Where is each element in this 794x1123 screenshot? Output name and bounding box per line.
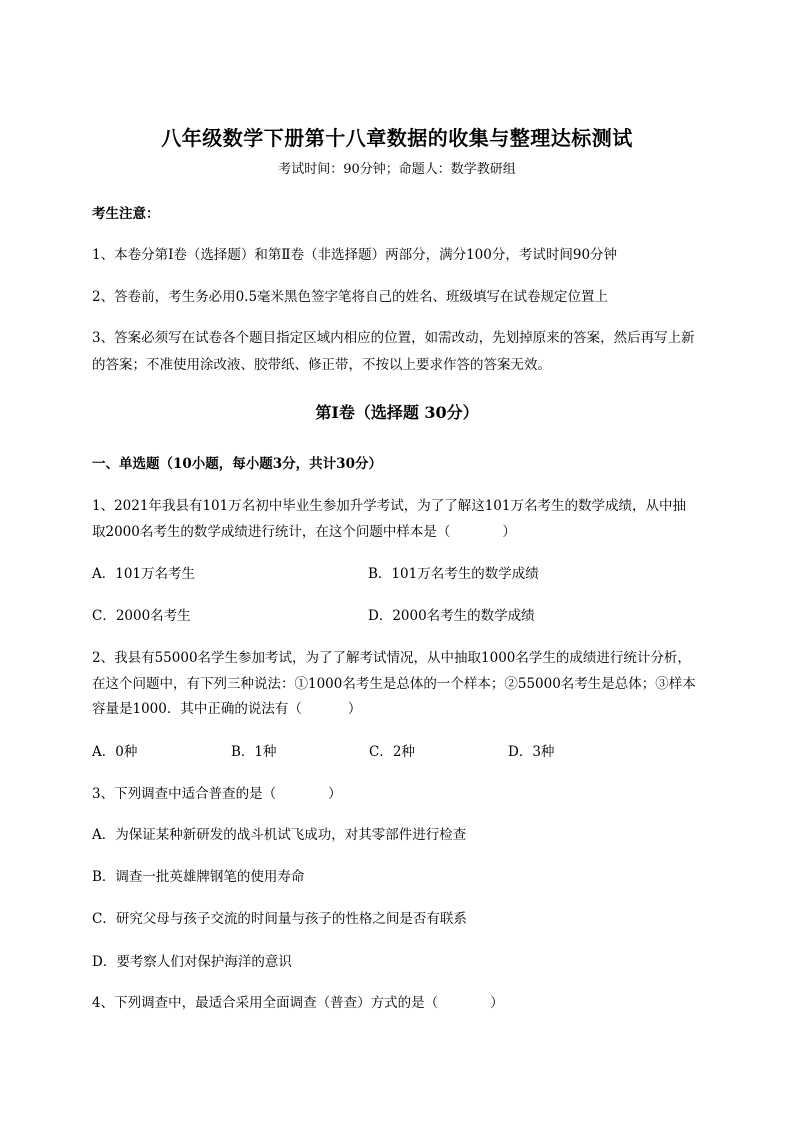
question-3-option-b: B．调查一批英雄牌钢笔的使用寿命 — [92, 869, 305, 885]
question-4-stem: 4、下列调查中，最适合采用全面调查（普查）方式的是（ — [92, 995, 439, 1011]
question-3-line-1 — [92, 782, 342, 802]
question-1-option-c: C．2000名考生 — [92, 608, 191, 624]
part-heading: 一、单选题（10小题，每小题3分，共计30分） — [92, 456, 382, 472]
note-item-3: 3、答案必须写在试卷各个题目指定区域内相应的位置，如需改动，先划掉原来的答案，然后再写上新 — [92, 330, 695, 346]
question-3-option-a: A．为保证某种新研发的战斗机试飞成功，对其零部件进行检查 — [92, 827, 467, 843]
note-item-2: 2、答卷前，考生务必用0.5毫米黑色签字笔将自己的姓名、班级填写在试卷规定位置上 — [92, 289, 609, 305]
question-2-option-a: A．0种 — [92, 744, 138, 760]
question-3-option-d: D．要考察人们对保护海洋的意识 — [92, 954, 292, 970]
question-1-option-d: D．2000名考生的数学成绩 — [368, 608, 535, 624]
note-item-3-cont: 的答案；不准使用涂改液、胶带纸、修正带，不按以上要求作答的答案无效。 — [92, 357, 551, 373]
question-3-stem: 3、下列调查中适合普查的是（ — [92, 786, 277, 802]
exam-subtitle: 考试时间：90分钟；命题人：数学教研组 — [278, 162, 516, 177]
question-1-option-b: B．101万名考生的数学成绩 — [368, 566, 539, 582]
question-2-stem: 容量是1000．其中正确的说法有（ — [92, 701, 302, 717]
question-1-line-1: 1、2021年我县有101万名初中毕业生参加升学考试，为了了解这101万名考生的数学成绩，从中抽 — [92, 498, 686, 514]
exam-title: 八年级数学下册第十八章数据的收集与整理达标测试 — [161, 126, 633, 150]
question-1-option-a: A．101万名考生 — [92, 566, 196, 582]
note-item-1: 1、本卷分第I卷（选择题）和第Ⅱ卷（非选择题）两部分，满分100分，考试时间90分钟 — [92, 247, 618, 263]
question-3-option-c: C．研究父母与孩子交流的时间量与孩子的性格之间是否有联系 — [92, 911, 467, 927]
notes-heading: 考生注意： — [92, 206, 160, 222]
question-2-option-c: C．2种 — [369, 744, 415, 760]
section-title: 第I卷（选择题 30分） — [315, 403, 479, 422]
question-2-option-b: B．1种 — [231, 744, 277, 760]
question-2-close: ） — [347, 701, 362, 717]
question-3-close: ） — [328, 786, 342, 802]
question-1-line-2 — [92, 520, 516, 540]
question-2-line-2: 在这个问题中，有下列三种说法：①1000名考生是总体的一个样本；②55000名考生是总体；③样本 — [92, 676, 696, 692]
question-2-option-d: D．3种 — [508, 744, 555, 760]
question-4-line-1 — [92, 991, 504, 1011]
question-2-line-1: 2、我县有55000名学生参加考试，为了了解考试情况，从中抽取1000名学生的成绩进行统计分析， — [92, 650, 691, 666]
question-4-close: ） — [490, 995, 504, 1011]
question-1-close: ） — [502, 524, 516, 540]
question-2-line-3 — [92, 697, 361, 717]
question-1-stem: 取2000名考生的数学成绩进行统计，在这个问题中样本是（ — [92, 524, 451, 540]
